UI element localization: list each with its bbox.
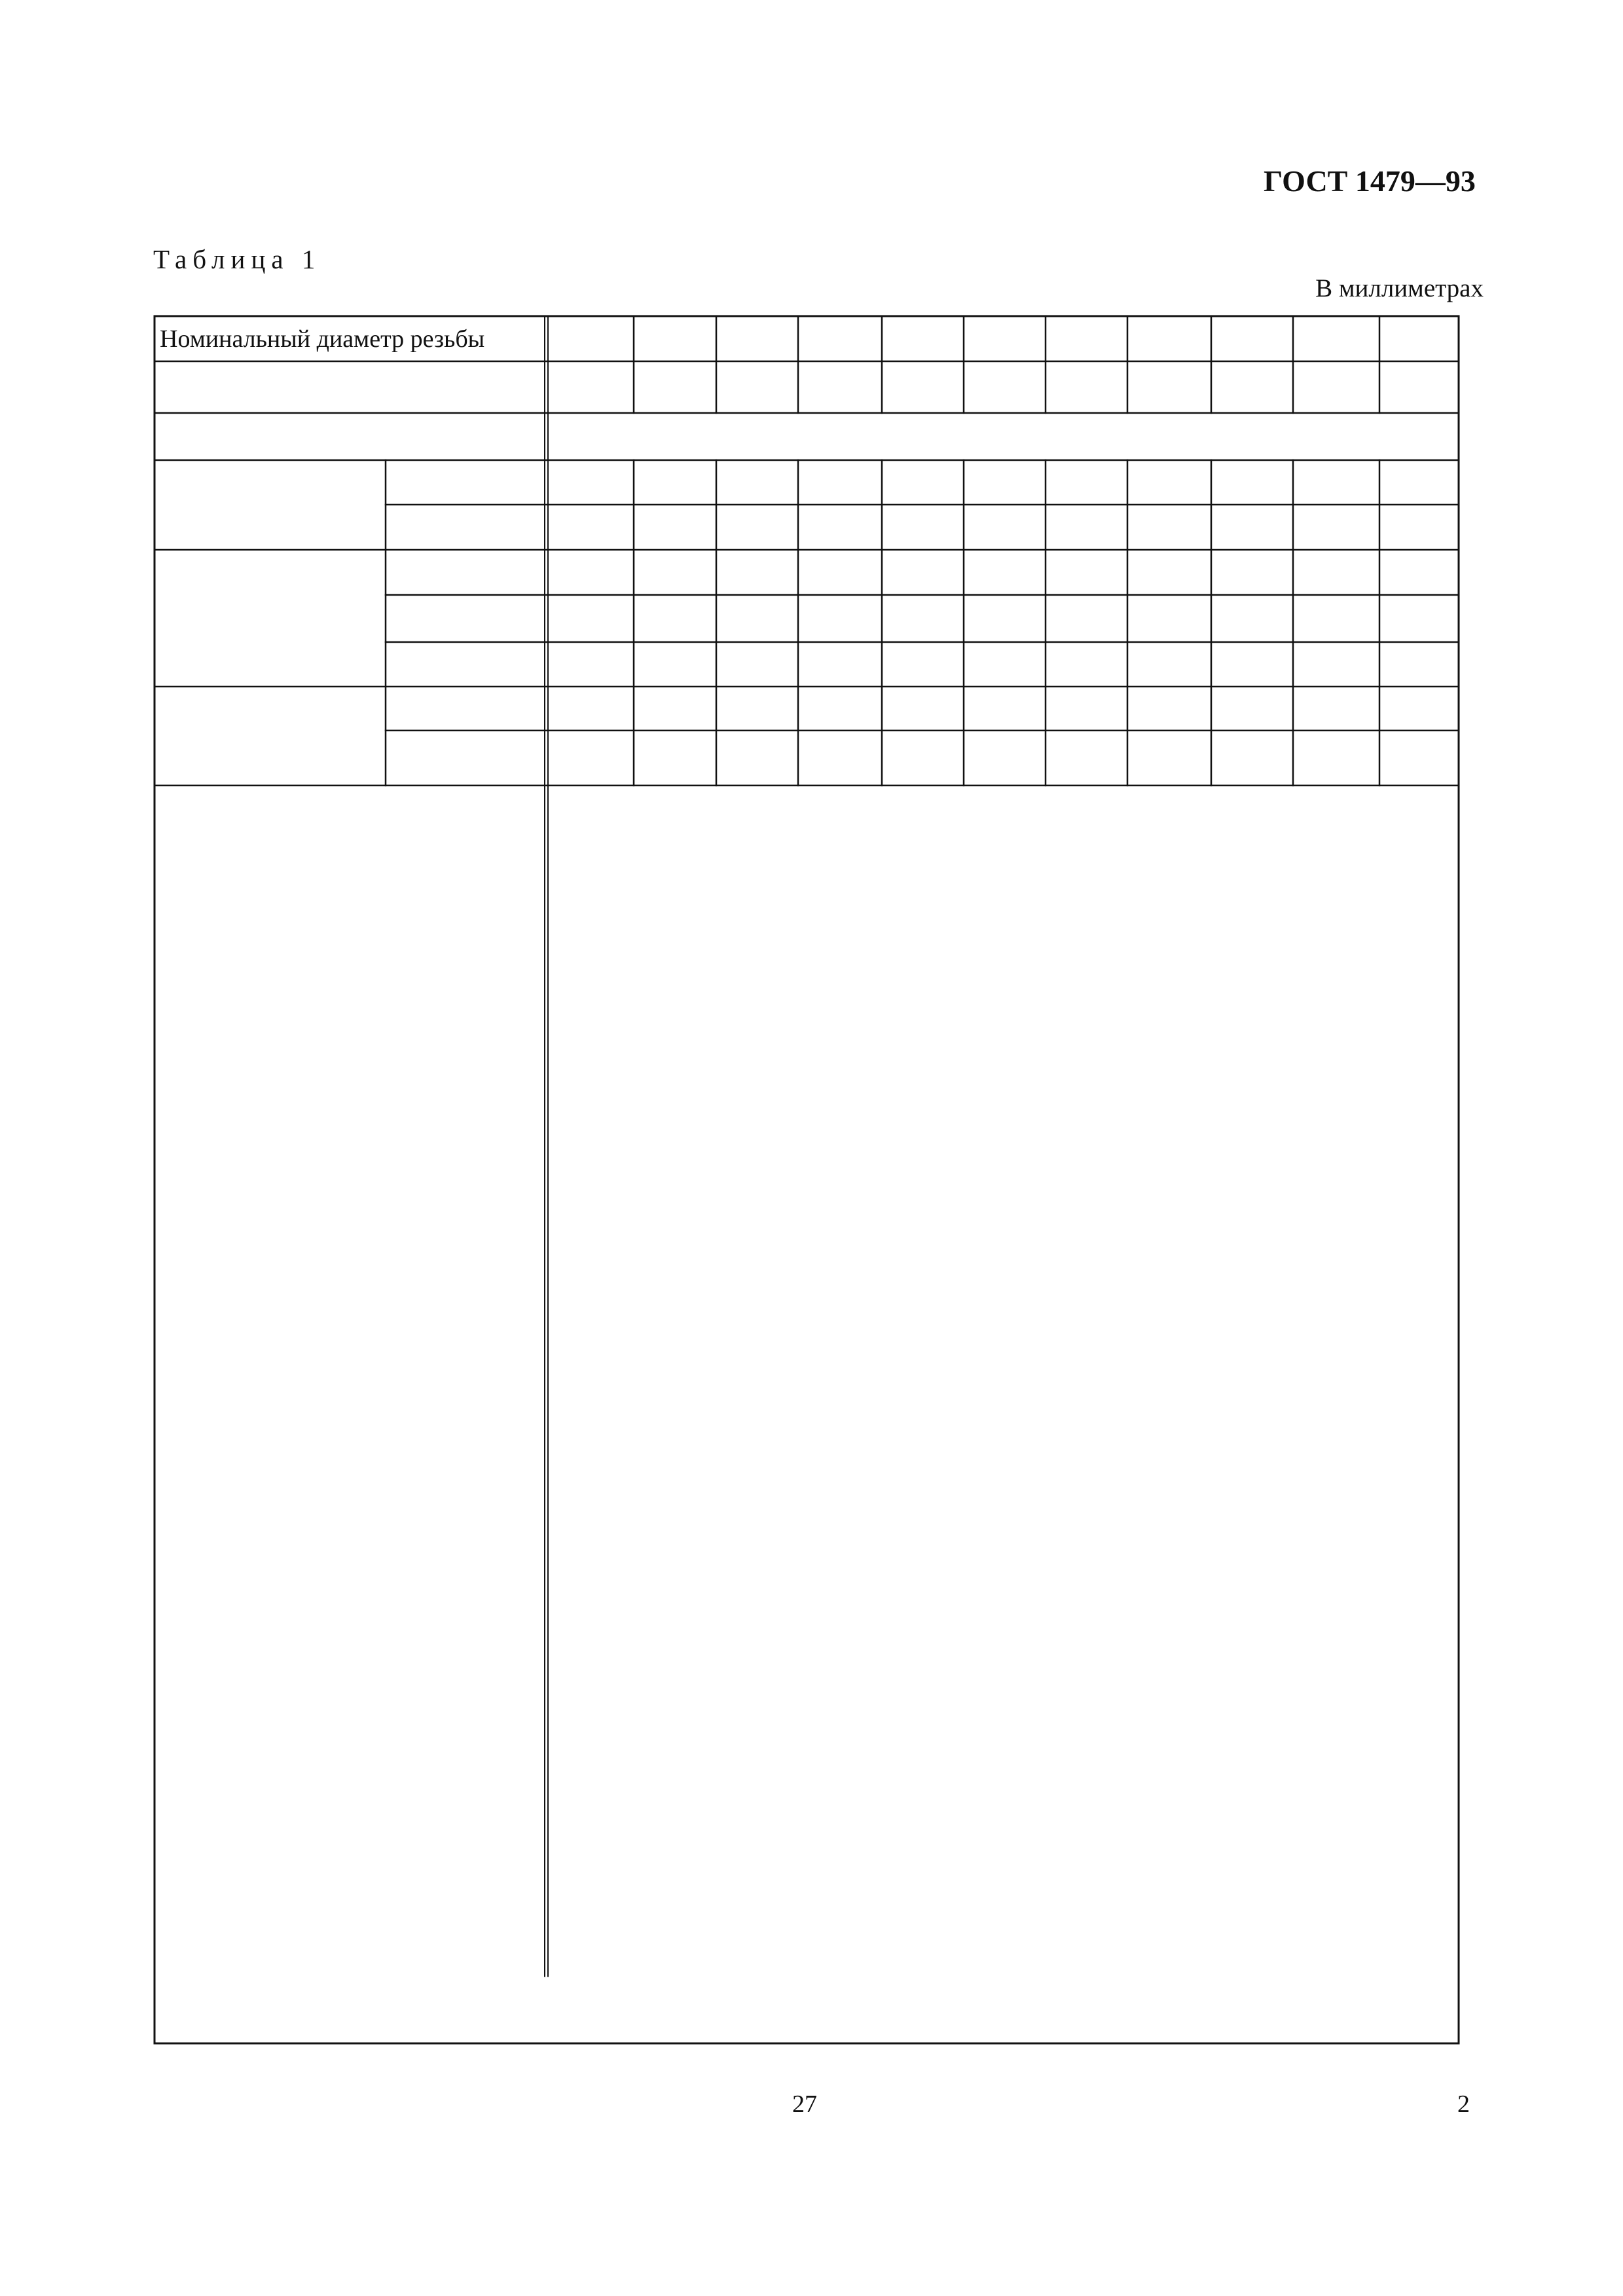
units-label: В миллиметрах [1315,274,1484,302]
diameter-label: Номинальный диаметр резьбы [160,325,485,353]
page-number: 27 [792,2090,817,2118]
standard-number: ГОСТ 1479—93 [1264,164,1476,198]
table-title: Таблица 1 [153,244,321,274]
page-index: 2 [1457,2090,1470,2118]
